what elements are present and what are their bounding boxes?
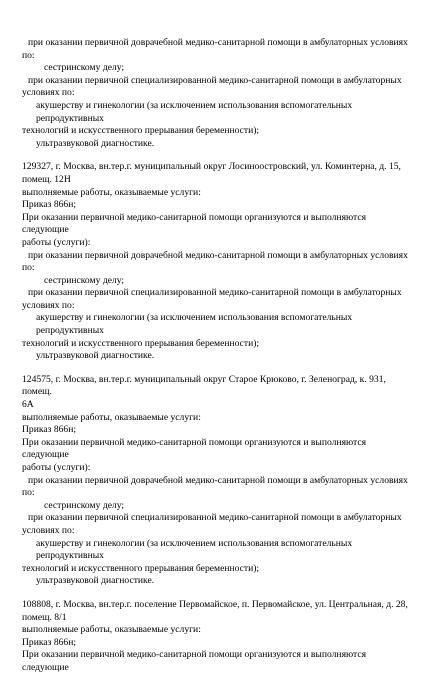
text-line: условиях по: <box>22 299 75 311</box>
address-line: 6А <box>22 399 34 411</box>
text-line: Приказ 866н; <box>22 199 77 211</box>
text-line: При оказании первичной медико-санитарной помощи организуются и выполняются следующие <box>22 649 369 673</box>
text-line: сестринскому делу; <box>44 274 125 286</box>
services-block-top <box>22 37 408 150</box>
text-line: при оказании первичной доврачебной медико-санитарной помощи в амбулаторных условиях <box>28 37 408 48</box>
text-line: работы (услуги): <box>22 462 91 473</box>
text-line: технологий и искусственного прерывания беременности); <box>22 125 260 137</box>
text-line: При оказании первичной медико-санитарной помощи организуются и выполняются следующие <box>22 211 369 236</box>
text-line: выполняемые работы, оказываемые услуги: <box>22 186 201 198</box>
address-line: 129327, г. Москва, вн.тер.г. муниципальный округ Лосиноостровский, ул. Коминтерна, д. 15, <box>22 161 401 173</box>
text-line: акушерству и гинекологии (за исключением использования вспомогательных репродуктивных <box>36 312 355 337</box>
block-gap <box>22 150 408 161</box>
text-line: ультразвуковой диагностике. <box>36 137 155 149</box>
text-line: при оказании первичной специализированной медико-санитарной помощи в амбулаторных <box>28 74 402 86</box>
text-line: ультразвуковой диагностике. <box>36 575 155 587</box>
text-line: работы (услуги): <box>22 236 91 248</box>
text-line: условиях по: <box>22 524 75 536</box>
block-gap <box>22 363 408 374</box>
text-line: сестринскому делу; <box>44 62 125 74</box>
text-line: по: <box>22 487 35 499</box>
text-line: выполняемые работы, оказываемые услуги: <box>22 411 201 423</box>
text-line: выполняемые работы, оказываемые услуги: <box>22 624 201 636</box>
text-line: по: <box>22 262 35 274</box>
text-line: технологий и искусственного прерывания беременности); <box>22 337 260 349</box>
address-line: 108808, г. Москва, вн.тер.г. поселение Первомайское, п. Первомайское, ул. Центральная, д. 28, <box>22 598 408 610</box>
block-gap <box>22 588 408 599</box>
address-line: помещ. 8/1 <box>22 611 67 623</box>
address-line: помещ. 12Н <box>22 173 71 185</box>
address-line: 124575, г. Москва, вн.тер.г. муниципальный округ Старое Крюково, г. Зеленоград, к. 931, помещ. <box>22 373 389 398</box>
text-line: при оказании первичной доврачебной медико-санитарной помощи в амбулаторных условиях <box>28 474 408 486</box>
text-line: технологий и искусственного прерывания беременности); <box>22 562 260 574</box>
text-line: сестринскому делу; <box>44 499 125 511</box>
text-line: акушерству и гинекологии (за исключением использования вспомогательных репродуктивных <box>36 537 355 562</box>
address-block-3 <box>22 599 408 675</box>
text-line: акушерству и гинекологии (за исключением использования вспомогательных репродуктивных <box>36 99 355 124</box>
address-block-2 <box>22 374 408 588</box>
text-line: по: <box>22 49 35 61</box>
address-block-1 <box>22 161 408 363</box>
text-line: при оказании первичной специализированной медико-санитарной помощи в амбулаторных <box>28 512 402 524</box>
text-line: ультразвуковой диагностике. <box>36 350 155 362</box>
text-line: при оказании первичной доврачебной медико-санитарной помощи в амбулаторных условиях <box>28 249 408 261</box>
text-line: условиях по: <box>22 87 75 99</box>
text-line: при оказании первичной специализированной медико-санитарной помощи в амбулаторных <box>28 287 402 299</box>
text-line: При оказании первичной медико-санитарной помощи организуются и выполняются следующие <box>22 436 369 461</box>
text-line: Приказ 866н; <box>22 636 77 648</box>
text-line: Приказ 866н; <box>22 424 77 436</box>
